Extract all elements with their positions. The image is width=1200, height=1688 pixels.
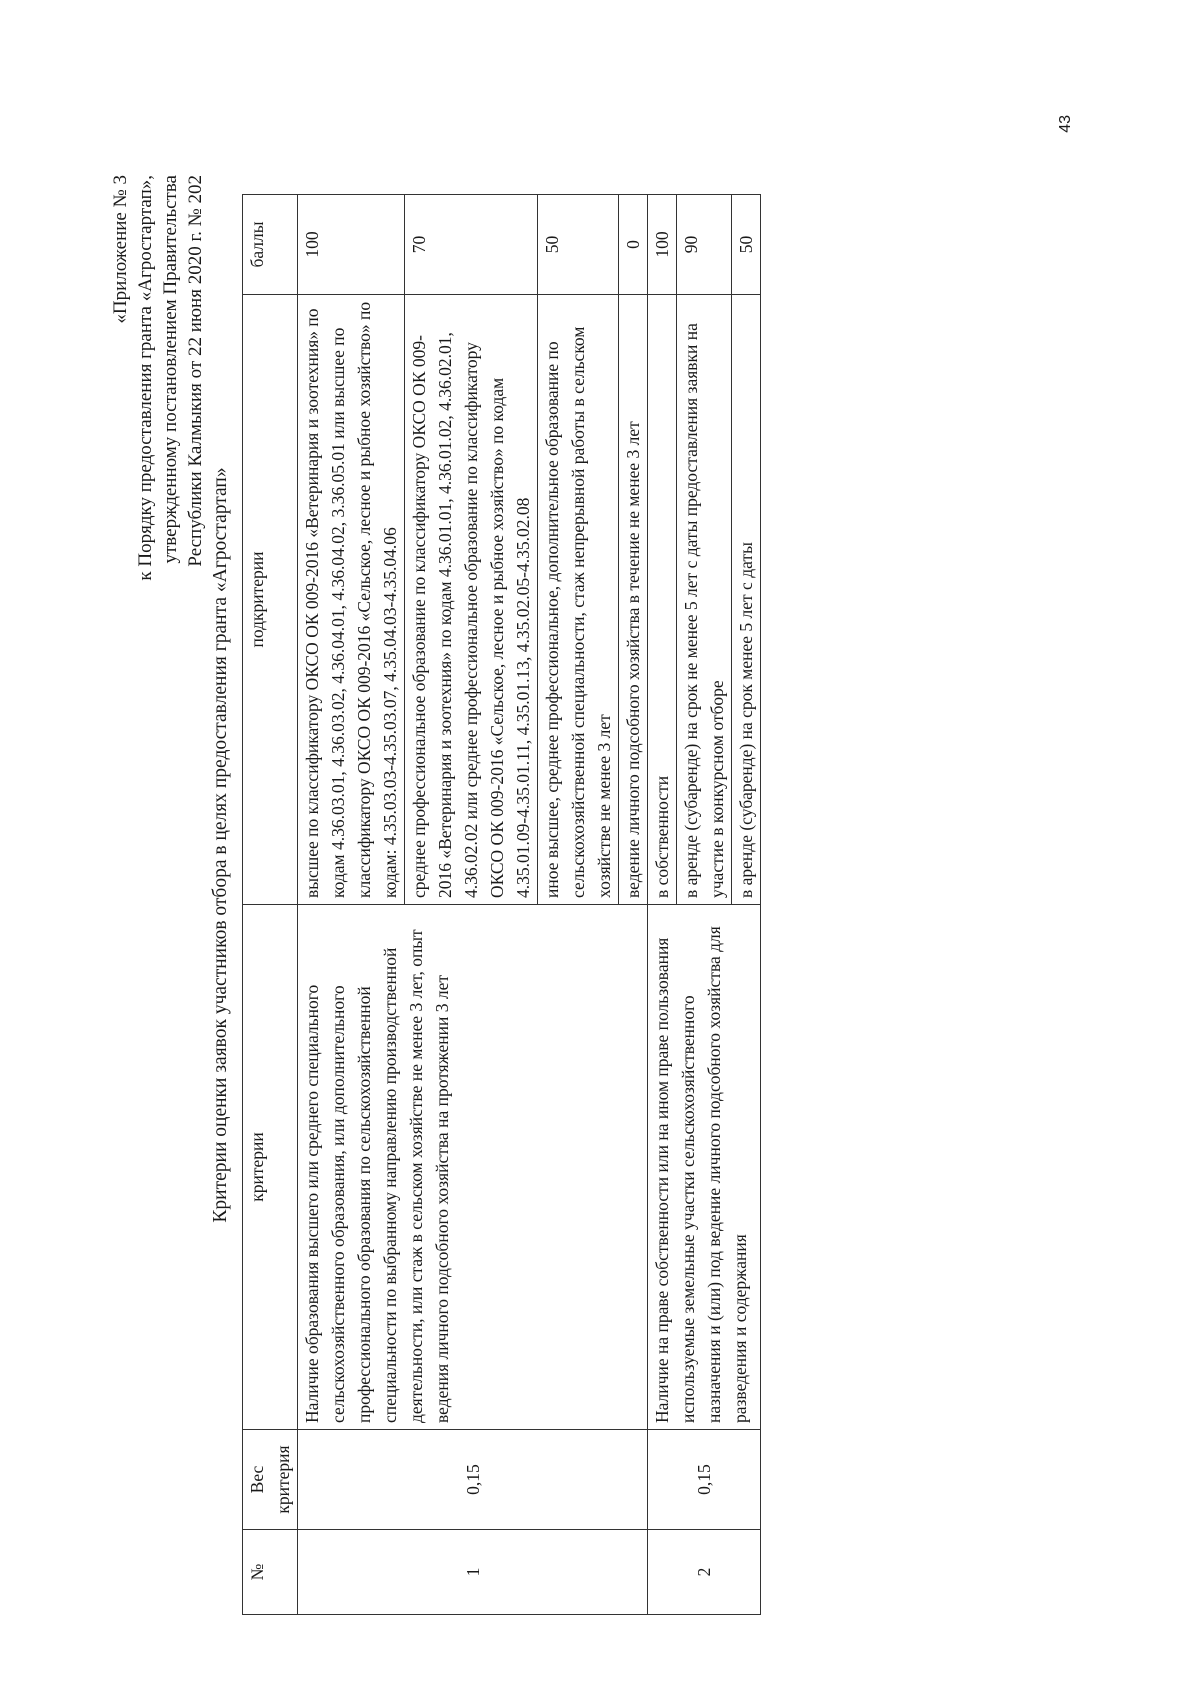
col-header-num: № xyxy=(243,1530,298,1615)
col-header-weight: Вес критерия xyxy=(243,1430,298,1530)
subcriterion-text: иное высшее, среднее профессиональное, дополнительное образование по сельскохозяйственной специальности, стаж непрерывной работы в сельском хозяйстве не менее 3 лет xyxy=(538,295,619,905)
subcriterion-text: в аренде (субаренде) на срок не менее 5 лет с даты предоставления заявки на участие в конкурсном отборе xyxy=(677,295,732,905)
header-line-2: к Порядку предоставления гранта «Агростартап», xyxy=(135,175,156,581)
subcriterion-score: 50 xyxy=(732,195,761,295)
criterion-text: Наличие образования высшего или среднего специального сельскохозяйственного образования, или дополнительного профессионального образования по сельскохозяйственной специальности по выбранному направлению производственной деятельности, или стаж в сельском хозяйстве не менее 3 лет, опыт ведения личного подсобного хозяйства на протяжении 3 лет xyxy=(298,905,648,1430)
table-row xyxy=(648,195,677,1615)
table-row xyxy=(298,195,405,1615)
criterion-weight: 0,15 xyxy=(648,1430,761,1530)
appendix-header xyxy=(108,175,208,581)
subcriterion-text: в аренде (субаренде) на срок менее 5 лет с даты xyxy=(732,295,761,905)
subcriterion-text: среднее профессиональное образование по классификатору ОКСО ОК 009-2016 «Ветеринария и зоотехния» по кодам 4.36.01.01, 4.36.01.02, 4.36.02.01, 4.36.02.02 или среднее профессиональное образование по классификатору ОКСО ОК 009-2016 «Сельское, лесное и рыбное хозяйство» по кодам 4.35.01.09-4.35.01.11, 4.35.01.13, 4.35.02.05-4.35.02.08 xyxy=(405,295,538,905)
subcriterion-score: 50 xyxy=(538,195,619,295)
document-title: Критерии оценки заявок участников отбора в целях предоставления гранта «Агростартап» xyxy=(210,467,231,1223)
subcriterion-score: 100 xyxy=(648,195,677,295)
criteria-table xyxy=(242,194,761,1615)
col-header-score: баллы xyxy=(243,195,298,295)
criterion-text: Наличие на праве собственности или на ином праве пользования используемые земельные участки сельскохозяйственного назначения и (или) под ведение личного подсобного хозяйства для разведения и содержания xyxy=(648,905,761,1430)
subcriterion-text: ведение личного подсобного хозяйства в течение не менее 3 лет xyxy=(619,295,648,905)
subcriterion-score: 100 xyxy=(298,195,405,295)
header-line-3: утвержденному постановлением Правительства xyxy=(160,175,181,564)
subcriterion-score: 90 xyxy=(677,195,732,295)
criterion-weight: 0,15 xyxy=(298,1430,648,1530)
row-number: 2 xyxy=(648,1530,761,1615)
rotated-page xyxy=(60,65,1120,1625)
subcriterion-score: 0 xyxy=(619,195,648,295)
table-header-row xyxy=(243,195,298,1615)
subcriterion-text: высшее по классификатору ОКСО ОК 009-2016 «Ветеринария и зоотехния» по кодам 4.36.03.01, 4.36.03.02, 4.36.04.01, 4.36.04.02, 3.36.05.01 или высшее по классификатору ОКСО ОК 009-2016 «Сельское, лесное и рыбное хозяйство» по кодам: 4.35.03.03-4.35.03.07, 4.35.04.03-4.35.04.06 xyxy=(298,295,405,905)
row-number: 1 xyxy=(298,1530,648,1615)
page-number: 43 xyxy=(1057,115,1074,133)
subcriterion-score: 70 xyxy=(405,195,538,295)
col-header-subcriteria: подкритерии xyxy=(243,295,298,905)
col-header-criteria: критерии xyxy=(243,905,298,1430)
header-line-4: Республики Калмыкия от 22 июня 2020 г. № 202 xyxy=(185,175,206,567)
subcriterion-text: в собственности xyxy=(648,295,677,905)
header-line-1: «Приложение № 3 xyxy=(110,175,131,324)
